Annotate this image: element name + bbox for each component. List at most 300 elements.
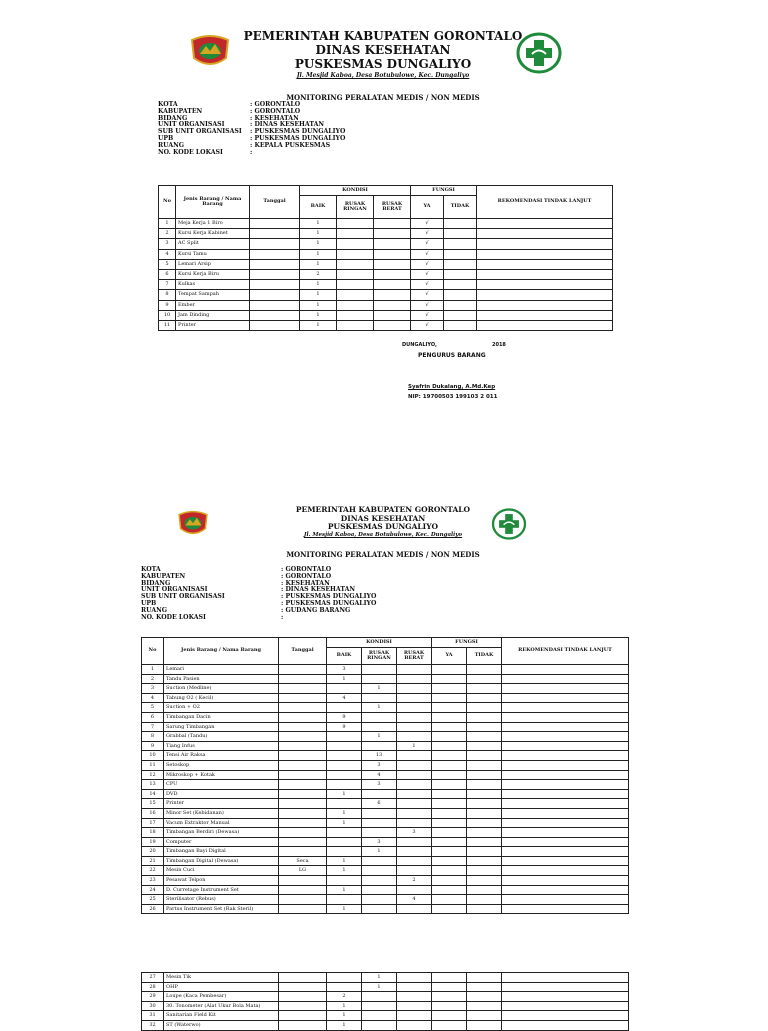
cell-item-name: Lemari	[164, 665, 279, 675]
cell-item-name: Sanitarian Field Kit	[164, 1011, 279, 1021]
cell-rusak-berat	[397, 992, 432, 1002]
meta-value: : KEPALA PUSKESMAS	[250, 141, 331, 149]
dept-name: DINAS KESEHATAN	[315, 42, 451, 57]
cell-no: 10	[142, 751, 164, 761]
cell-rusak-berat	[397, 847, 432, 857]
cell-baik	[327, 837, 362, 847]
meta-value: :	[250, 148, 253, 156]
meta-value: : PUSKESMAS DUNGALIYO	[250, 128, 346, 136]
cell-rusak-ringan	[362, 856, 397, 866]
table-row	[142, 1020, 629, 1030]
cell-tidak	[467, 712, 502, 722]
signatory-nip: NIP: 19700503 199103 2 011	[408, 394, 498, 400]
cell-rusak-ringan	[362, 789, 397, 799]
cell-rekomendasi	[502, 741, 629, 751]
cell-baik	[327, 799, 362, 809]
cell-rekomendasi	[502, 712, 629, 722]
document-page-3	[0, 970, 768, 1028]
cell-no: 18	[142, 828, 164, 838]
cell-tanggal: Seca	[279, 856, 327, 866]
cell-no: 7	[159, 280, 176, 290]
cell-rusak-berat	[397, 1011, 432, 1021]
col-ya: YA	[411, 196, 444, 219]
cell-ya: √	[411, 239, 444, 249]
cell-baik: 1	[327, 904, 362, 914]
cell-item-name: Kulkas	[176, 280, 250, 290]
cell-rusak-berat: 1	[397, 741, 432, 751]
cell-baik: 1	[300, 249, 337, 259]
cell-no: 16	[142, 808, 164, 818]
table-row	[142, 684, 629, 694]
cell-item-name: Timbangan Berdiri (Dewasa)	[164, 828, 279, 838]
cell-tanggal	[250, 249, 300, 259]
cell-baik: 1	[327, 1020, 362, 1030]
cell-tanggal	[279, 982, 327, 992]
cell-rekomendasi	[477, 280, 613, 290]
cell-rusak-ringan	[362, 712, 397, 722]
cell-ya	[432, 712, 467, 722]
meta-label: NO. KODE LOKASI	[158, 148, 223, 156]
cell-no: 19	[142, 837, 164, 847]
cell-item-name: Grabbal (Tandu)	[164, 732, 279, 742]
cell-rusak-ringan	[337, 300, 374, 310]
cell-tidak	[467, 818, 502, 828]
cell-rekomendasi	[502, 760, 629, 770]
table-row	[142, 693, 629, 703]
letterhead	[230, 506, 536, 538]
cell-tidak	[467, 770, 502, 780]
cell-rusak-ringan	[362, 1011, 397, 1021]
cell-rusak-berat	[397, 799, 432, 809]
cell-no: 3	[159, 239, 176, 249]
cell-rekomendasi	[502, 837, 629, 847]
cell-rekomendasi	[502, 665, 629, 675]
signatory-name: Syafrin Dukalang, A.Md.Kep	[408, 384, 496, 390]
meta-value: : DINAS KESEHATAN	[281, 586, 356, 594]
cell-item-name: Jam Dinding	[176, 310, 250, 320]
cell-tanggal	[279, 818, 327, 828]
col-rusak-berat: RUSAK BERAT	[374, 196, 411, 219]
cell-rusak-ringan	[362, 665, 397, 675]
cell-no: 22	[142, 866, 164, 876]
cell-no: 21	[142, 856, 164, 866]
cell-item-name: Meja Kerja 1 Biro	[176, 219, 250, 229]
cell-tidak	[467, 693, 502, 703]
cell-rekomendasi	[502, 973, 629, 983]
cell-tanggal	[279, 1020, 327, 1030]
cell-tidak	[444, 239, 477, 249]
cell-rusak-ringan	[337, 290, 374, 300]
cell-rusak-ringan	[337, 280, 374, 290]
cell-tidak	[467, 973, 502, 983]
cell-tidak	[467, 828, 502, 838]
table-row	[142, 828, 629, 838]
cell-no: 5	[159, 259, 176, 269]
cell-baik: 1	[300, 280, 337, 290]
meta-row	[141, 574, 376, 581]
col-baik: BAIK	[327, 648, 362, 665]
cell-ya	[432, 760, 467, 770]
cell-no: 8	[159, 290, 176, 300]
table-row	[159, 321, 613, 331]
cell-rekomendasi	[502, 770, 629, 780]
table-row	[142, 866, 629, 876]
cell-tanggal	[279, 770, 327, 780]
cell-rekomendasi	[502, 895, 629, 905]
cell-tidak	[444, 219, 477, 229]
cell-tidak	[444, 310, 477, 320]
cell-no: 9	[159, 300, 176, 310]
cell-baik	[327, 751, 362, 761]
cell-rusak-ringan: 3	[362, 760, 397, 770]
cell-rekomendasi	[477, 290, 613, 300]
cell-rusak-ringan: 3	[362, 837, 397, 847]
cell-rusak-ringan: 1	[362, 847, 397, 857]
cell-rekomendasi	[502, 808, 629, 818]
cell-no: 2	[142, 674, 164, 684]
cell-rekomendasi	[502, 684, 629, 694]
cell-baik: 1	[327, 1011, 362, 1021]
cell-rekomendasi	[477, 259, 613, 269]
cell-rusak-berat	[397, 770, 432, 780]
cell-rusak-berat	[397, 1001, 432, 1011]
meta-value: :	[281, 613, 284, 621]
cell-rekomendasi	[477, 300, 613, 310]
cell-no: 20	[142, 847, 164, 857]
cell-tanggal	[250, 270, 300, 280]
cell-ya	[432, 770, 467, 780]
cell-no: 15	[142, 799, 164, 809]
table-row	[142, 904, 629, 914]
cell-tanggal	[250, 280, 300, 290]
cell-item-name: Mikroskop + Kotak	[164, 770, 279, 780]
cell-tidak	[444, 249, 477, 259]
cell-no: 32	[142, 1020, 164, 1030]
table-row	[142, 856, 629, 866]
cell-tidak	[467, 789, 502, 799]
meta-label: RUANG	[141, 606, 168, 614]
cell-rusak-ringan: 13	[362, 751, 397, 761]
meta-label: KABUPATEN	[158, 107, 203, 115]
cell-item-name: Printer	[164, 799, 279, 809]
cell-ya	[432, 780, 467, 790]
cell-item-name: Suction (Medline)	[164, 684, 279, 694]
cell-baik: 9	[327, 712, 362, 722]
cell-rusak-ringan	[362, 885, 397, 895]
cell-rekomendasi	[502, 703, 629, 713]
cell-tidak	[467, 799, 502, 809]
meta-value: : GORONTALO	[281, 566, 332, 573]
cell-baik	[327, 732, 362, 742]
cell-baik	[327, 780, 362, 790]
cell-no: 11	[142, 760, 164, 770]
cell-item-name: CPU	[164, 780, 279, 790]
cell-no: 10	[159, 310, 176, 320]
doc-title: MONITORING PERALATAN MEDIS / NON MEDIS	[286, 93, 480, 102]
cell-rekomendasi	[477, 249, 613, 259]
table-row	[142, 1001, 629, 1011]
cell-no: 1	[142, 665, 164, 675]
cell-no: 26	[142, 904, 164, 914]
cell-item-name: Pesawat Telpon	[164, 876, 279, 886]
col-rusak-ringan: RUSAK RINGAN	[337, 196, 374, 219]
cell-rusak-ringan	[337, 310, 374, 320]
cell-ya	[432, 818, 467, 828]
cell-tanggal	[279, 828, 327, 838]
cell-ya	[432, 808, 467, 818]
cell-rusak-ringan	[337, 259, 374, 269]
cell-ya: √	[411, 310, 444, 320]
cell-ya	[432, 895, 467, 905]
cell-tidak	[467, 751, 502, 761]
cell-tanggal	[279, 665, 327, 675]
signature-year: 2018	[492, 342, 506, 348]
cell-rusak-ringan	[362, 808, 397, 818]
cell-baik: 1	[327, 674, 362, 684]
cell-rusak-ringan	[362, 722, 397, 732]
cell-baik	[327, 684, 362, 694]
cell-rusak-ringan	[362, 1020, 397, 1030]
meta-label: KOTA	[141, 566, 161, 573]
cell-item-name: ST (Waterwo)	[164, 1020, 279, 1030]
cell-rusak-ringan	[337, 249, 374, 259]
cell-tanggal	[250, 310, 300, 320]
table-row	[142, 992, 629, 1002]
cell-rekomendasi	[502, 885, 629, 895]
table-row	[142, 818, 629, 828]
cell-baik: 1	[300, 239, 337, 249]
cell-rusak-ringan	[337, 321, 374, 331]
cell-tanggal	[279, 837, 327, 847]
cell-no: 7	[142, 722, 164, 732]
cell-no: 6	[159, 270, 176, 280]
cell-rekomendasi	[502, 780, 629, 790]
cell-no: 11	[159, 321, 176, 331]
cell-rusak-berat	[397, 885, 432, 895]
equipment-table	[141, 637, 629, 914]
cell-baik: 4	[327, 693, 362, 703]
cell-rekomendasi	[502, 866, 629, 876]
cell-tidak	[444, 270, 477, 280]
cell-rusak-berat	[397, 982, 432, 992]
cell-rusak-ringan: 1	[362, 982, 397, 992]
meta-value: : GORONTALO	[281, 572, 332, 580]
cell-ya	[432, 741, 467, 751]
cell-ya	[432, 722, 467, 732]
cell-rusak-berat	[374, 270, 411, 280]
cell-item-name: Tabung O2 ( Kecil)	[164, 693, 279, 703]
col-rekomendasi: REKOMENDASI TINDAK LANJUT	[477, 186, 613, 219]
cell-ya	[432, 665, 467, 675]
cell-rusak-ringan: 1	[362, 684, 397, 694]
cell-tanggal	[279, 780, 327, 790]
col-ya: YA	[432, 648, 467, 665]
cell-rusak-berat	[397, 1020, 432, 1030]
table-row	[142, 799, 629, 809]
cell-item-name: Sarung Timbangan	[164, 722, 279, 732]
cell-item-name: Minor Set (Kebidanan)	[164, 808, 279, 818]
table-row	[142, 847, 629, 857]
cell-tidak	[444, 290, 477, 300]
table-row	[142, 674, 629, 684]
col-fungsi: FUNGSI	[432, 638, 502, 648]
cell-tidak	[467, 760, 502, 770]
col-rusak-berat: RUSAK BERAT	[397, 648, 432, 665]
cell-ya	[432, 837, 467, 847]
cell-baik: 1	[300, 259, 337, 269]
cell-item-name: Kursi Kerja Biru	[176, 270, 250, 280]
cell-rusak-ringan	[362, 904, 397, 914]
cell-tanggal	[279, 992, 327, 1002]
cell-ya	[432, 982, 467, 992]
meta-label: BIDANG	[141, 579, 171, 587]
cell-rusak-berat	[397, 856, 432, 866]
table-row	[159, 249, 613, 259]
cell-no: 1	[159, 219, 176, 229]
cell-tanggal	[279, 789, 327, 799]
cell-rusak-berat	[397, 665, 432, 675]
cell-ya	[432, 1001, 467, 1011]
cell-no: 24	[142, 885, 164, 895]
signature-role: PENGURUS BARANG	[418, 352, 486, 359]
cell-item-name: D. Curretage Instrument Set	[164, 885, 279, 895]
meta-value: : KESEHATAN	[250, 114, 299, 122]
cell-rekomendasi	[502, 818, 629, 828]
doc-title: MONITORING PERALATAN MEDIS / NON MEDIS	[286, 550, 480, 559]
table-row	[142, 770, 629, 780]
cell-item-name: AC Split	[176, 239, 250, 249]
cell-tanggal	[279, 1011, 327, 1021]
table-row	[159, 300, 613, 310]
cell-tanggal	[279, 847, 327, 857]
cell-item-name: Timbangan Dacin	[164, 712, 279, 722]
cell-rusak-ringan	[337, 229, 374, 239]
table-row	[159, 239, 613, 249]
cell-ya	[432, 847, 467, 857]
cell-no: 13	[142, 780, 164, 790]
cell-tanggal	[279, 808, 327, 818]
cell-rekomendasi	[502, 828, 629, 838]
table-row	[159, 270, 613, 280]
table-row	[142, 808, 629, 818]
table-row	[142, 665, 629, 675]
cell-item-name: Printer	[176, 321, 250, 331]
col-fungsi: FUNGSI	[411, 186, 477, 196]
cell-ya	[432, 904, 467, 914]
cell-tanggal	[279, 693, 327, 703]
cell-rekomendasi	[502, 789, 629, 799]
cell-rusak-berat	[397, 722, 432, 732]
table-row	[159, 229, 613, 239]
cell-baik: 3	[327, 665, 362, 675]
col-kondisi: KONDISI	[300, 186, 411, 196]
cell-ya: √	[411, 300, 444, 310]
cell-tidak	[467, 684, 502, 694]
cell-tanggal	[279, 674, 327, 684]
cell-ya	[432, 703, 467, 713]
table-row	[159, 219, 613, 229]
letterhead	[200, 30, 566, 80]
col-tanggal: Tanggal	[250, 186, 300, 219]
cell-item-name: Partus Instrument Set (Rak Steril)	[164, 904, 279, 914]
table-row	[159, 259, 613, 269]
table-row	[142, 741, 629, 751]
cell-no: 28	[142, 982, 164, 992]
meta-label: UPB	[158, 135, 174, 143]
cell-item-name: Mesin Tik	[164, 973, 279, 983]
cell-ya	[432, 751, 467, 761]
cell-rekomendasi	[502, 674, 629, 684]
org-name: PUSKESMAS DUNGALIYO	[327, 522, 439, 532]
cell-tanggal: LG	[279, 866, 327, 876]
cell-item-name: Kursi Tamu	[176, 249, 250, 259]
cell-item-name: Setoskop	[164, 760, 279, 770]
cell-tanggal	[250, 239, 300, 249]
meta-value: : KESEHATAN	[281, 579, 330, 587]
cell-rusak-ringan: 1	[362, 703, 397, 713]
cell-rusak-berat	[374, 219, 411, 229]
cell-tidak	[467, 992, 502, 1002]
cell-rusak-ringan	[362, 866, 397, 876]
cell-rusak-ringan	[337, 239, 374, 249]
cell-rekomendasi	[502, 1020, 629, 1030]
cell-baik: 2	[300, 270, 337, 280]
cell-ya: √	[411, 321, 444, 331]
signature-place: DUNGALIYO,	[402, 342, 437, 348]
cell-rusak-berat	[397, 837, 432, 847]
cell-ya	[432, 1020, 467, 1030]
table-row	[142, 732, 629, 742]
cell-item-name: 30. Tonometer (Alat Ukur Bola Mata)	[164, 1001, 279, 1011]
cell-rekomendasi	[502, 1001, 629, 1011]
cell-no: 23	[142, 876, 164, 886]
cell-item-name: Tiang Infus	[164, 741, 279, 751]
cell-tanggal	[250, 259, 300, 269]
cell-rusak-ringan: 6	[362, 799, 397, 809]
cell-ya	[432, 799, 467, 809]
table-row	[142, 712, 629, 722]
meta-label: NO. KODE LOKASI	[141, 613, 206, 621]
cell-no: 4	[159, 249, 176, 259]
cell-ya	[432, 674, 467, 684]
cell-tidak	[444, 321, 477, 331]
table-row	[142, 703, 629, 713]
cell-rusak-berat	[397, 712, 432, 722]
equipment-table	[158, 185, 613, 331]
cell-baik: 1	[327, 818, 362, 828]
cell-ya	[432, 856, 467, 866]
cell-tidak	[444, 259, 477, 269]
cell-tanggal	[279, 751, 327, 761]
meta-label: UNIT ORGANISASI	[158, 121, 225, 129]
col-tidak: TIDAK	[444, 196, 477, 219]
meta-label: UNIT ORGANISASI	[141, 586, 208, 594]
cell-tanggal	[279, 722, 327, 732]
meta-label: SUB UNIT ORGANISASI	[158, 128, 242, 136]
gov-name: PEMERINTAH KABUPATEN GORONTALO	[295, 505, 471, 514]
cell-tanggal	[250, 229, 300, 239]
table-row	[142, 885, 629, 895]
cell-tidak	[467, 741, 502, 751]
cell-ya	[432, 828, 467, 838]
table-row	[159, 290, 613, 300]
cell-rusak-berat	[374, 290, 411, 300]
cell-rusak-berat	[397, 973, 432, 983]
cell-rusak-berat	[397, 789, 432, 799]
cell-item-name: Ember	[176, 300, 250, 310]
cell-tidak	[467, 665, 502, 675]
cell-rusak-berat	[397, 693, 432, 703]
